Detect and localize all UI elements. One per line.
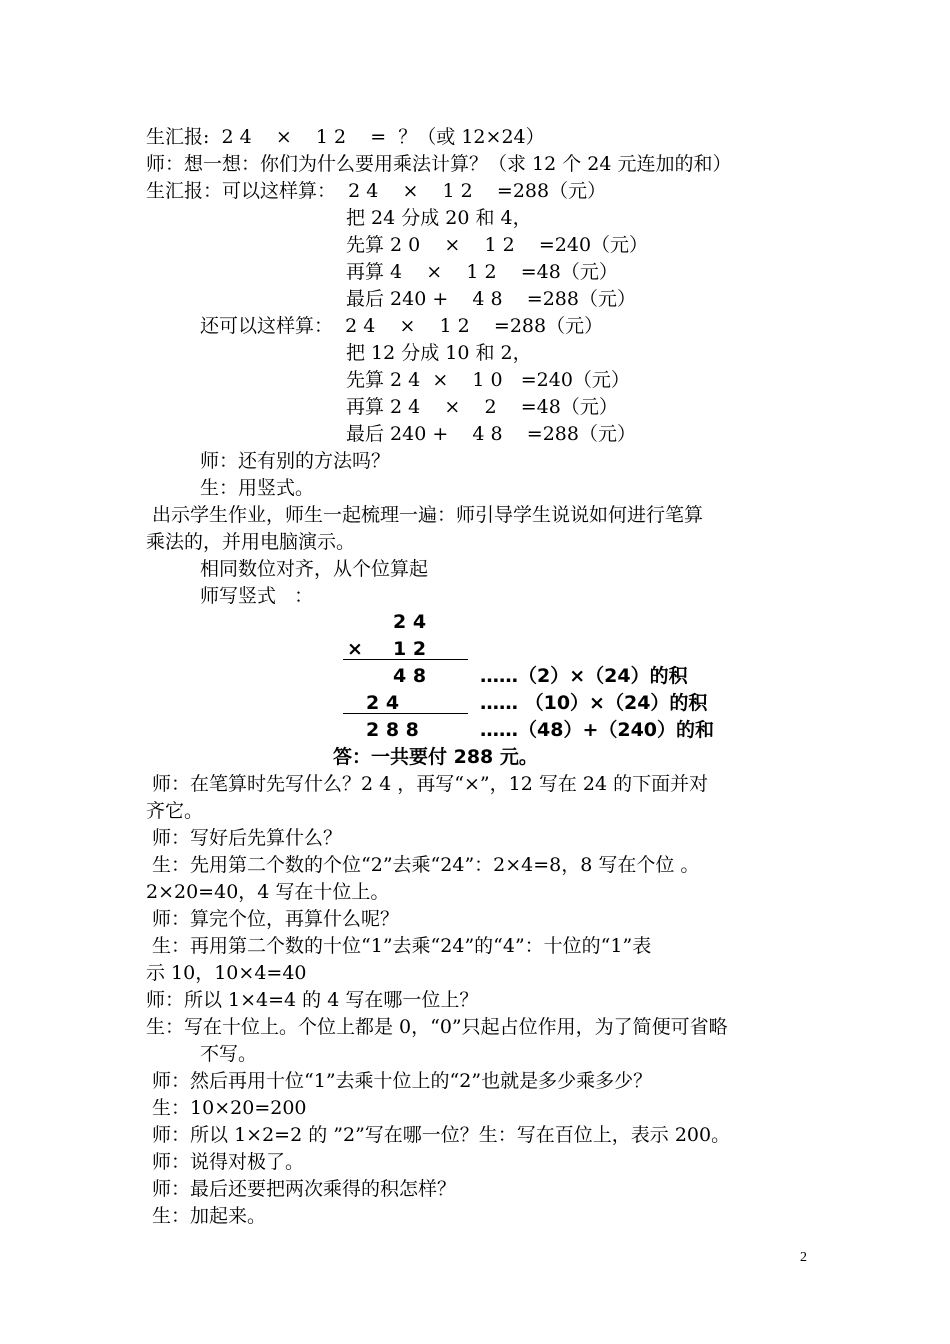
text-line: 生汇报：可以这样算： 2 4 × 1 2 =288（元） bbox=[146, 180, 607, 202]
text-line: 出示学生作业，师生一起梳理一遍：师引导学生说说如何进行笔算 bbox=[146, 504, 704, 526]
text-line: 师：算完个位，再算什么呢？ bbox=[146, 908, 400, 930]
partial-product-1: 4 8 bbox=[393, 665, 427, 687]
multiplier: 1 2 bbox=[393, 638, 427, 660]
partial-product-2: 2 4 bbox=[366, 692, 400, 714]
text-line: 先算 2 4 × 1 0 =240（元） bbox=[346, 369, 630, 391]
partial-product-1-note: ……（2）×（24）的积 bbox=[480, 665, 688, 687]
text-line: 生：写在十位上。个位上都是 0，“0”只起占位作用，为了简便可省略 bbox=[146, 1016, 728, 1038]
divider-line bbox=[343, 713, 468, 714]
text-line: 不写。 bbox=[200, 1043, 258, 1065]
final-product-note: ……（48）+（240）的和 bbox=[480, 719, 715, 741]
text-line: 乘法的，并用电脑演示。 bbox=[146, 531, 356, 553]
text-line: 生：再用第二个数的十位“1”去乘“24”的“4”：十位的“1”表 bbox=[146, 935, 652, 957]
text-line: 示 10，10×4=40 bbox=[146, 962, 307, 984]
final-product: 2 8 8 bbox=[366, 719, 419, 741]
partial-product-2-note: …… （10）×（24）的积 bbox=[480, 692, 708, 714]
text-line: 生汇报: 2 4 × 1 2 = ？（或 12×24） bbox=[146, 126, 545, 148]
text-line: 师：想一想：你们为什么要用乘法计算？（求 12 个 24 元连加的和） bbox=[146, 153, 732, 175]
answer: 答：一共要付 288 元。 bbox=[333, 746, 538, 768]
text-line: 生：10×20=200 bbox=[146, 1097, 307, 1119]
multiply-sign: × bbox=[347, 638, 363, 660]
text-line: 最后 240 + 4 8 =288（元） bbox=[346, 288, 636, 310]
text-line: 师：写好后先算什么？ bbox=[146, 827, 343, 849]
text-line: 师：最后还要把两次乘得的积怎样？ bbox=[146, 1178, 457, 1200]
text-line: 师写竖式 ： bbox=[200, 585, 314, 607]
text-line: 最后 240 + 4 8 =288（元） bbox=[346, 423, 636, 445]
text-line: 师：还有别的方法吗？ bbox=[200, 450, 391, 472]
text-line: 相同数位对齐，从个位算起 bbox=[200, 558, 429, 580]
text-line: 师：所以 1×2=2 的 ”2”写在哪一位？生：写在百位上，表示 200。 bbox=[146, 1124, 731, 1146]
text-line: 再算 4 × 1 2 =48（元） bbox=[346, 261, 618, 283]
page-number: 2 bbox=[800, 1250, 807, 1265]
text-line: 还可以这样算： 2 4 × 1 2 =288（元） bbox=[200, 315, 604, 337]
text-line: 师：然后再用十位“1”去乘十位上的“2”也就是多少乘多少？ bbox=[146, 1070, 653, 1092]
text-line: 生：用竖式。 bbox=[200, 477, 315, 499]
text-line: 再算 2 4 × 2 =48（元） bbox=[346, 396, 618, 418]
text-line: 师：在笔算时先写什么？2 4 ，再写“×”，12 写在 24 的下面并对 bbox=[146, 773, 709, 795]
multiplicand: 2 4 bbox=[393, 611, 427, 633]
text-line: 2×20=40，4 写在十位上。 bbox=[146, 881, 390, 903]
text-line: 师：说得对极了。 bbox=[146, 1151, 305, 1173]
text-line: 师：所以 1×4=4 的 4 写在哪一位上？ bbox=[146, 989, 479, 1011]
text-line: 把 12 分成 10 和 2， bbox=[346, 342, 532, 364]
text-line: 生：加起来。 bbox=[146, 1205, 267, 1227]
text-line: 把 24 分成 20 和 4， bbox=[346, 207, 532, 229]
text-line: 生：先用第二个数的个位“2”去乘“24”：2×4=8，8 写在个位 。 bbox=[146, 854, 700, 876]
divider-line bbox=[343, 659, 468, 660]
text-line: 先算 2 0 × 1 2 =240（元） bbox=[346, 234, 649, 256]
text-line: 齐它。 bbox=[146, 800, 204, 822]
